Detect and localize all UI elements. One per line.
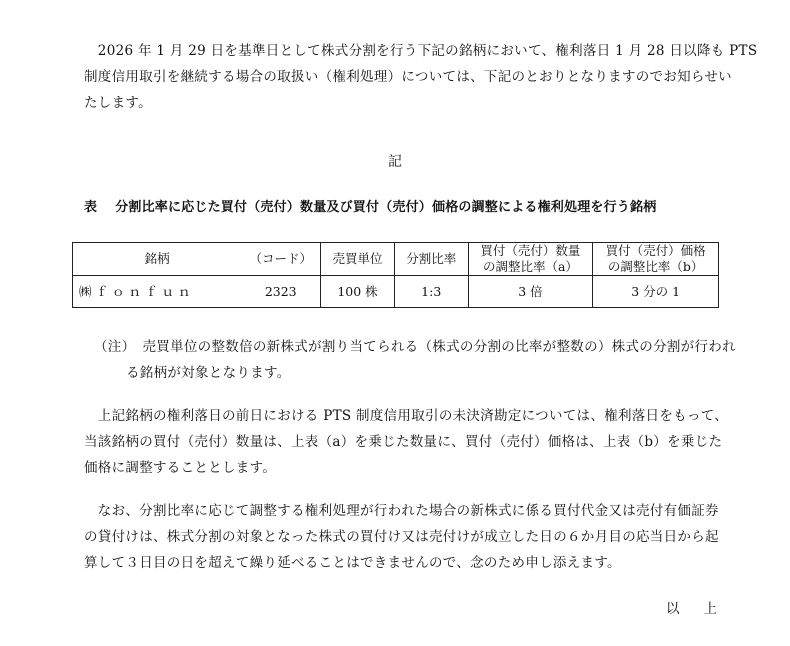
- cell-unit: 100 株: [321, 276, 395, 308]
- note-first-line: [94, 334, 736, 360]
- notice-line: なお、分割比率に応じて調整する権利処理が行われた場合の新株式に係る買付代金又は売付有価証券: [84, 503, 719, 519]
- table-header-row: [73, 243, 719, 276]
- notice-line: 算して３日目の日を超えて繰り延べることはできませんので、念のため申し添えます。: [84, 555, 621, 571]
- intro-paragraph: [84, 38, 758, 116]
- table-title-label: 表: [84, 200, 98, 215]
- note-line2: る銘柄が対象となります。: [126, 365, 291, 381]
- header-qty-line2: の調整比率（a）: [482, 259, 578, 274]
- cell-ratio: 1:3: [394, 276, 468, 308]
- split-table: [72, 242, 719, 308]
- note-block: [94, 334, 736, 386]
- adjustment-paragraph: [84, 403, 729, 481]
- table-title-text: 分割比率に応じた買付（売付）数量及び買付（売付）価格の調整による権利処理を行う銘柄: [115, 200, 657, 215]
- cell-qty: 3 倍: [468, 276, 593, 308]
- intro-line: 2026 年 1 月 29 日を基準日として株式分割を行う下記の銘柄において、権利落日 1 月 28 日以降も PTS: [84, 43, 758, 59]
- header-unit: 売買単位: [321, 243, 395, 276]
- closing-mark: 以上: [666, 601, 741, 617]
- cell-name: ㈱ｆｏｎｆｕｎ: [73, 276, 242, 308]
- header-ratio: 分割比率: [394, 243, 468, 276]
- cell-price: 3 分の 1: [593, 276, 719, 308]
- header-qty-line1: 買付（売付）数量: [480, 243, 581, 258]
- adjustment-line: 価格に調整することとします。: [84, 460, 277, 476]
- header-price-line1: 買付（売付）価格: [605, 243, 706, 258]
- intro-line: 制度信用取引を継続する場合の取扱い（権利処理）については、下記のとおりとなりますのでお知らせい: [84, 69, 732, 85]
- note-label: （注）: [94, 339, 129, 355]
- header-qty: [468, 243, 593, 276]
- table-title: [84, 196, 656, 215]
- ki-heading: 記: [388, 154, 402, 170]
- adjustment-line: 当該銘柄の買付（売付）数量は、上表（a）を乗じた数量に、買付（売付）価格は、上表（b）を乗じた: [84, 434, 723, 450]
- cell-code: 2323: [241, 276, 320, 308]
- notice-line: の貸付けは、株式分割の対象となった株式の買付け又は売付けが成立した日の６か月目の応当日から起: [84, 529, 719, 545]
- note-line1: 売買単位の整数倍の新株式が割り当てられる（株式の分割の比率が整数の）株式の分割が行われ: [142, 339, 736, 355]
- header-price: [593, 243, 719, 276]
- header-name: 銘柄: [73, 243, 242, 276]
- intro-line: たします。: [84, 95, 152, 111]
- header-price-line2: の調整比率（b）: [607, 259, 704, 274]
- header-code: （コード）: [241, 243, 320, 276]
- adjustment-line: 上記銘柄の権利落日の前日における PTS 制度信用取引の未決済勘定については、権利落日をもって、: [84, 408, 729, 424]
- table-row: [73, 276, 719, 308]
- notice-paragraph: [84, 498, 724, 576]
